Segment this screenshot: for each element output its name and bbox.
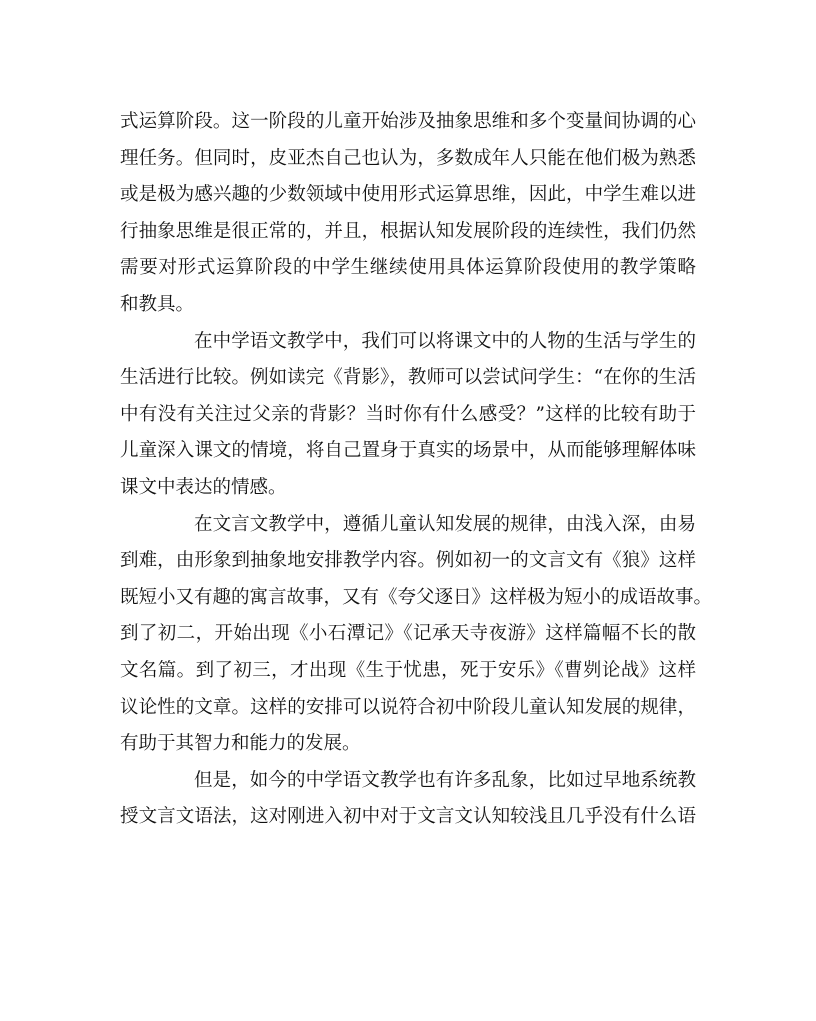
text-line: 到难，由形象到抽象地安排教学内容。例如初一的文言文有《狼》这样 — [120, 550, 696, 572]
text-line: 授文言文语法，这对刚进入初中对于文言文认知较浅且几乎没有什么语 — [120, 806, 696, 828]
text-line: 理任务。但同时，皮亚杰自己也认为，多数成年人只能在他们极为熟悉 — [120, 147, 696, 169]
text-line: 到了初二，开始出现《小石潭记》《记承天寺夜游》这样篇幅不长的散 — [120, 623, 696, 645]
paragraph-2 — [120, 324, 696, 507]
text-line: 行抽象思维是很正常的，并且，根据认知发展阶段的连续性，我们仍然 — [120, 220, 696, 242]
text-line: 需要对形式运算阶段的中学生继续使用具体运算阶段使用的教学策略 — [120, 257, 696, 279]
text-line: 但是，如今的中学语文教学也有许多乱象，比如过早地系统教 — [194, 769, 696, 791]
text-line: 和教具。 — [120, 293, 195, 315]
text-line: 式运算阶段。这一阶段的儿童开始涉及抽象思维和多个变量间协调的心 — [120, 111, 696, 132]
text-line: 文名篇。到了初三，才出现《生于忧患，死于安乐》《曹刿论战》这样 — [120, 659, 696, 681]
text-line: 有助于其智力和能力的发展。 — [120, 733, 361, 755]
text-line: 在文言文教学中，遵循儿童认知发展的规律，由浅入深，由易 — [194, 513, 696, 535]
text-line: 或是极为感兴趣的少数领域中使用形式运算思维，因此，中学生难以进 — [120, 184, 696, 206]
text-line: 议论性的文章。这样的安排可以说符合初中阶段儿童认知发展的规律， — [120, 696, 696, 718]
paragraph-3 — [120, 507, 713, 763]
text-line: 课文中表达的情感。 — [120, 476, 287, 498]
paragraph-4 — [120, 763, 696, 836]
text-line: 儿童深入课文的情境，将自己置身于真实的场景中，从而能够理解体味 — [120, 440, 696, 462]
text-line: 既短小又有趣的寓言故事，又有《夸父逐日》这样极为短小的成语故事。 — [120, 586, 713, 608]
text-line: 中有没有关注过父亲的背影？当时你有什么感受？”这样的比较有助于 — [120, 403, 696, 425]
text-line: 在中学语文教学中，我们可以将课文中的人物的生活与学生的 — [194, 330, 696, 352]
text-line: 生活进行比较。例如读完《背影》，教师可以尝试问学生：“在你的生活 — [120, 367, 696, 389]
body-text — [120, 104, 713, 836]
paragraph-1 — [120, 104, 696, 324]
